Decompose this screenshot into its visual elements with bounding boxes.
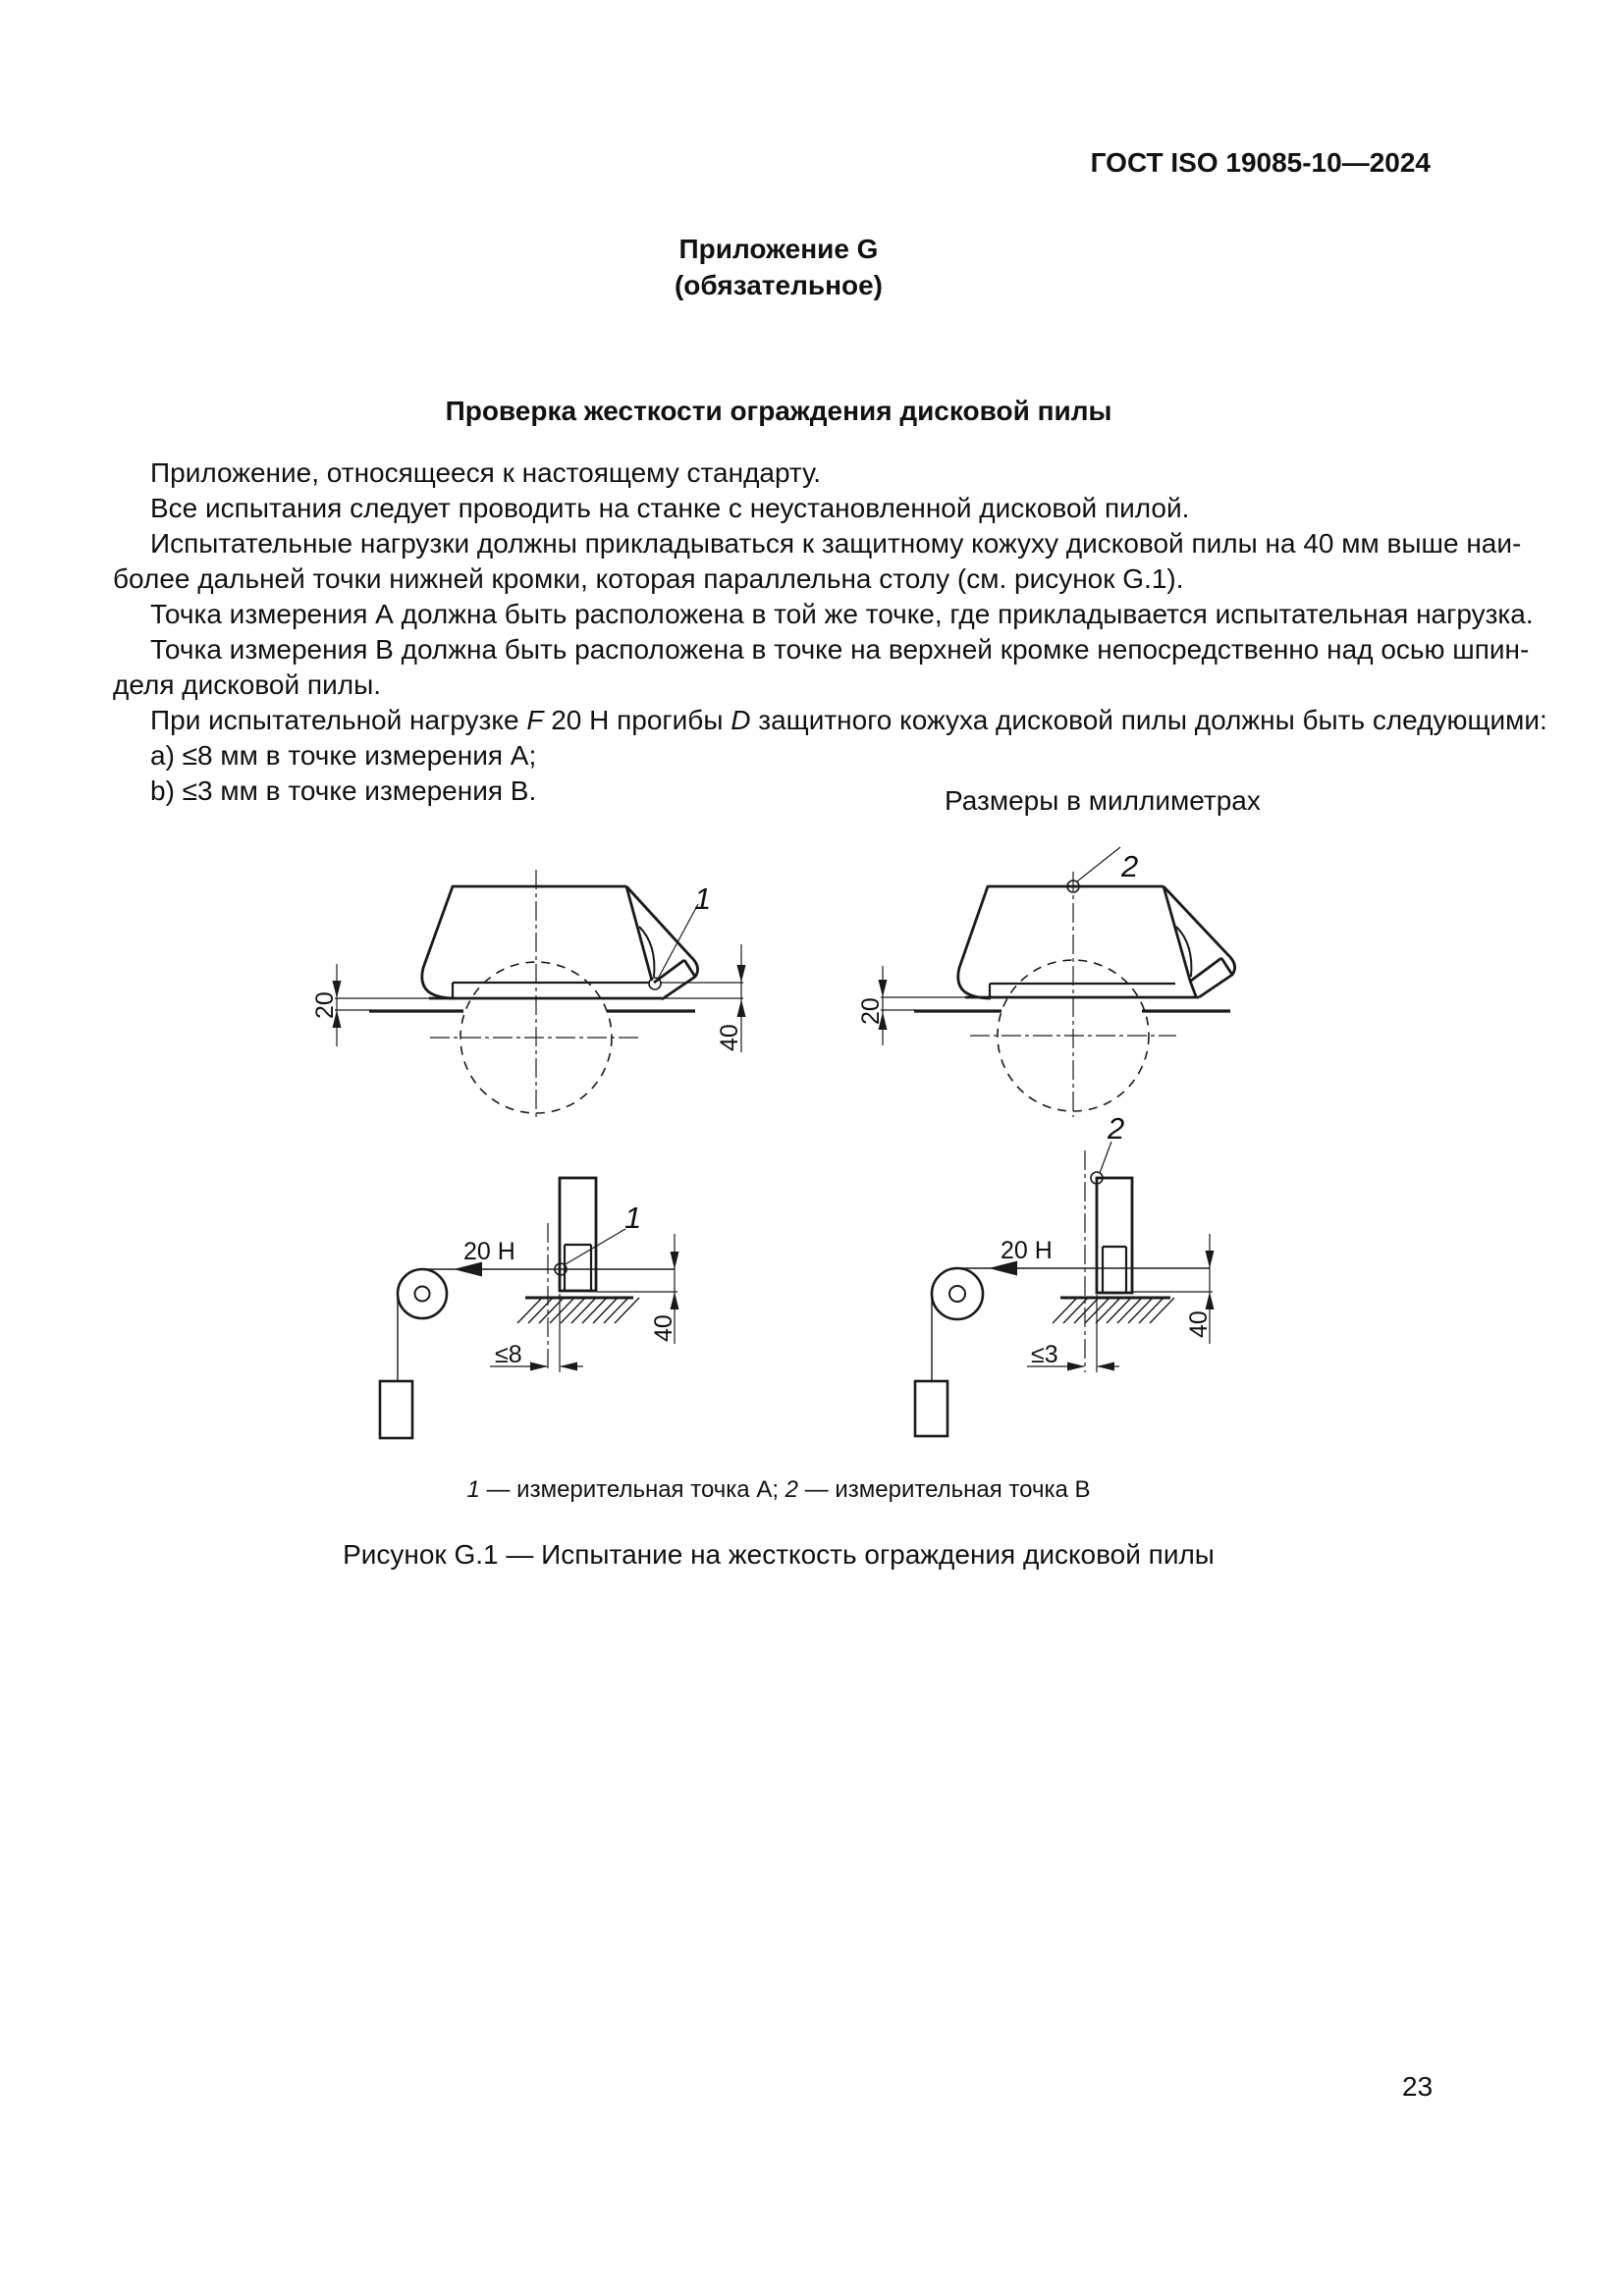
- legend-text-1: — измерительная точка А;: [479, 1476, 785, 1503]
- symbol-D: D: [731, 705, 751, 735]
- dim-40-label: 40: [716, 1024, 743, 1051]
- point-2-label: 2: [1121, 849, 1139, 883]
- dim-40-label: 40: [650, 1314, 677, 1342]
- pulley: [932, 1268, 983, 1319]
- pulley: [398, 1269, 447, 1318]
- point-1-label: 1: [624, 1201, 642, 1235]
- subfigure-load-test-point2: [915, 1111, 1215, 1436]
- annex-title: Приложение G: [678, 234, 879, 264]
- page-number: 23: [1402, 2071, 1434, 2102]
- body-line-part: защитного кожуха дисковой пилы должны быть следующими:: [750, 705, 1547, 735]
- body-line: Точка измерения В должна быть расположена в точке на верхней кромке непосредственно над осью шпин-: [150, 634, 1530, 665]
- body-line-part: 20 Н прогибы: [543, 705, 731, 735]
- symbol-F: F: [526, 705, 544, 735]
- list-item-a: a) ≤8 мм в точке измерения А;: [150, 740, 537, 771]
- legend-num-2: 2: [785, 1476, 799, 1503]
- figure-g1-drawing: [275, 834, 1335, 1463]
- deflection-limit-b-label: ≤3: [1031, 1341, 1058, 1368]
- body-line: [113, 704, 1547, 737]
- subfigure-guard-side-point1: [311, 870, 746, 1119]
- body-line: Точка измерения А должна быть расположена в той же точке, где прикладывается испытательная нагрузка.: [150, 599, 1534, 629]
- test-weight: [380, 1381, 412, 1438]
- deflection-limit-a-label: ≤8: [495, 1341, 522, 1368]
- point-1-label: 1: [694, 881, 712, 916]
- body-line: Все испытания следует проводить на станке с неустановленной дисковой пилой.: [150, 493, 1190, 523]
- annex-kind: (обязательное): [674, 270, 883, 300]
- subfigure-guard-side-point2: [857, 847, 1235, 1117]
- figure-caption: Рисунок G.1 — Испытание на жесткость ограждения дисковой пилы: [343, 1539, 1215, 1570]
- point-2-label: 2: [1108, 1111, 1125, 1146]
- test-weight: [915, 1381, 947, 1436]
- legend-text-2: — измерительная точка В: [798, 1476, 1091, 1503]
- body-line: Испытательные нагрузки должны прикладываться к защитному кожуху дисковой пилы на 40 мм выше наи-: [150, 528, 1522, 559]
- section-title: Проверка жесткости ограждения дисковой пилы: [445, 396, 1112, 426]
- dim-20-label: 20: [857, 997, 885, 1025]
- force-20N-label: 20 Н: [1001, 1237, 1053, 1264]
- body-line: деля дисковой пилы.: [113, 669, 381, 700]
- doc-code: ГОСТ ISO 19085-10—2024: [1090, 147, 1431, 178]
- dim-40-label: 40: [1185, 1310, 1213, 1338]
- legend-num-1: 1: [466, 1476, 480, 1503]
- body-line-part: При испытательной нагрузке: [150, 705, 527, 735]
- subfigure-load-test-point1: [380, 1178, 679, 1438]
- list-item-b: b) ≤3 мм в точке измерения В.: [150, 775, 537, 806]
- body-line: Приложение, относящееся к настоящему стандарту.: [150, 457, 822, 488]
- dim-20-label: 20: [311, 991, 339, 1019]
- force-20N-label: 20 Н: [463, 1238, 515, 1265]
- figure-legend: [113, 1476, 1444, 1504]
- body-line: более дальней точки нижней кромки, которая параллельна столу (см. рисунок G.1).: [113, 563, 1184, 594]
- figure-units-note: Размеры в миллиметрах: [945, 785, 1261, 816]
